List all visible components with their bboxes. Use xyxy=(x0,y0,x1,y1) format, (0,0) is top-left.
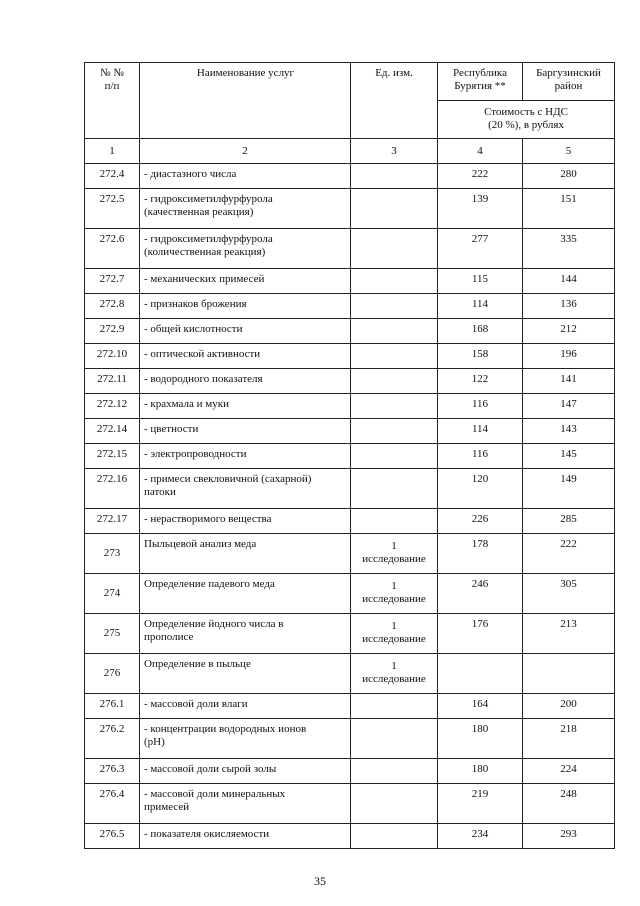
service-name xyxy=(140,319,351,344)
price-republic: 178 xyxy=(438,534,523,574)
service-name-line: - электропроводности xyxy=(144,448,247,460)
header-number xyxy=(85,63,140,139)
service-name xyxy=(140,394,351,419)
table-row xyxy=(85,229,615,269)
price-republic: 246 xyxy=(438,574,523,614)
service-name-line: Определение в пыльце xyxy=(144,658,251,670)
column-number: 5 xyxy=(523,139,615,164)
price-republic: 277 xyxy=(438,229,523,269)
unit-line: 1 xyxy=(391,580,397,592)
column-number: 4 xyxy=(438,139,523,164)
price-republic: 139 xyxy=(438,189,523,229)
header-district-line: Баргузинский xyxy=(536,67,601,79)
price-district: 151 xyxy=(523,189,615,229)
unit-line: исследование xyxy=(362,673,426,685)
price-republic: 114 xyxy=(438,294,523,319)
price-republic: 176 xyxy=(438,614,523,654)
price-district: 285 xyxy=(523,509,615,534)
table-header-row xyxy=(85,63,615,101)
service-name-line: патоки xyxy=(144,486,176,498)
service-name-line: Определение йодного числа в xyxy=(144,618,284,630)
price-district: 248 xyxy=(523,784,615,824)
unit-of-measure xyxy=(351,574,438,614)
price-district: 305 xyxy=(523,574,615,614)
service-name xyxy=(140,694,351,719)
header-service-name: Наименование услуг xyxy=(140,63,351,139)
unit-of-measure xyxy=(351,654,438,694)
row-number: 274 xyxy=(85,574,140,614)
table-row xyxy=(85,784,615,824)
service-name xyxy=(140,469,351,509)
service-name-line: Определение падевого меда xyxy=(144,578,275,590)
service-name-line: - водородного показателя xyxy=(144,373,263,385)
header-republic-line: Республика xyxy=(452,67,507,79)
unit-of-measure xyxy=(351,419,438,444)
row-number: 275 xyxy=(85,614,140,654)
row-number: 272.10 xyxy=(85,344,140,369)
table-row xyxy=(85,534,615,574)
service-name-line: - механических примесей xyxy=(144,273,265,285)
price-district: 212 xyxy=(523,319,615,344)
row-number: 272.16 xyxy=(85,469,140,509)
unit-of-measure xyxy=(351,294,438,319)
price-note-line: Стоимость с НДС xyxy=(484,106,568,118)
table-row xyxy=(85,654,615,694)
unit-of-measure xyxy=(351,719,438,759)
service-name xyxy=(140,164,351,189)
service-name xyxy=(140,614,351,654)
price-district: 143 xyxy=(523,419,615,444)
row-number: 272.4 xyxy=(85,164,140,189)
unit-of-measure xyxy=(351,784,438,824)
unit-line: 1 xyxy=(391,660,397,672)
price-republic: 122 xyxy=(438,369,523,394)
column-number: 1 xyxy=(85,139,140,164)
price-district: 196 xyxy=(523,344,615,369)
unit-of-measure xyxy=(351,229,438,269)
service-name-line: Пыльцевой анализ меда xyxy=(144,538,257,550)
service-name xyxy=(140,344,351,369)
header-republic xyxy=(438,63,523,101)
service-name-line: - признаков брожения xyxy=(144,298,247,310)
price-republic: 164 xyxy=(438,694,523,719)
service-name xyxy=(140,294,351,319)
price-republic: 180 xyxy=(438,759,523,784)
price-republic: 226 xyxy=(438,509,523,534)
row-number: 276.4 xyxy=(85,784,140,824)
row-number: 276 xyxy=(85,654,140,694)
unit-of-measure xyxy=(351,394,438,419)
row-number: 272.11 xyxy=(85,369,140,394)
service-name-line: - крахмала и муки xyxy=(144,398,229,410)
price-district: 149 xyxy=(523,469,615,509)
service-name xyxy=(140,444,351,469)
price-district: 144 xyxy=(523,269,615,294)
price-republic: 115 xyxy=(438,269,523,294)
unit-line: 1 xyxy=(391,620,397,632)
unit-of-measure xyxy=(351,369,438,394)
price-republic: 234 xyxy=(438,824,523,849)
row-number: 276.1 xyxy=(85,694,140,719)
price-district: 335 xyxy=(523,229,615,269)
unit-of-measure xyxy=(351,269,438,294)
table-row xyxy=(85,824,615,849)
price-district: 145 xyxy=(523,444,615,469)
unit-line: исследование xyxy=(362,593,426,605)
table-row xyxy=(85,444,615,469)
price-republic: 120 xyxy=(438,469,523,509)
service-name xyxy=(140,189,351,229)
table-row xyxy=(85,164,615,189)
unit-line: исследование xyxy=(362,553,426,565)
table-row xyxy=(85,319,615,344)
service-name xyxy=(140,509,351,534)
service-name xyxy=(140,419,351,444)
price-district: 200 xyxy=(523,694,615,719)
unit-line: 1 xyxy=(391,540,397,552)
table-row xyxy=(85,269,615,294)
row-number: 272.12 xyxy=(85,394,140,419)
service-name xyxy=(140,574,351,614)
header-number-line: п/п xyxy=(104,80,120,92)
table-row xyxy=(85,344,615,369)
service-name xyxy=(140,269,351,294)
row-number: 273 xyxy=(85,534,140,574)
price-table xyxy=(84,62,615,849)
table-row xyxy=(85,469,615,509)
row-number: 272.7 xyxy=(85,269,140,294)
unit-of-measure xyxy=(351,759,438,784)
price-district: 293 xyxy=(523,824,615,849)
service-name-line: - массовой доли влаги xyxy=(144,698,248,710)
service-name xyxy=(140,654,351,694)
unit-of-measure xyxy=(351,189,438,229)
header-republic-line: Бурятия ** xyxy=(454,80,506,92)
service-name-line: - массовой доли минеральных xyxy=(144,788,286,800)
price-republic: 222 xyxy=(438,164,523,189)
service-name-line: - цветности xyxy=(144,423,199,435)
price-republic: 116 xyxy=(438,444,523,469)
price-republic: 114 xyxy=(438,419,523,444)
price-district xyxy=(523,654,615,694)
service-name-line: - гидроксиметилфурфурола xyxy=(144,193,273,205)
header-district xyxy=(523,63,615,101)
price-republic: 219 xyxy=(438,784,523,824)
service-name-line: - массовой доли сырой золы xyxy=(144,763,277,775)
header-number-line: № № xyxy=(100,67,124,79)
service-name-line: - нерастворимого вещества xyxy=(144,513,272,525)
header-district-line: район xyxy=(554,80,583,92)
header-price-note xyxy=(438,101,615,139)
service-name-line: (качественная реакция) xyxy=(144,206,254,218)
service-name-line: прополисе xyxy=(144,631,194,643)
service-name-line: (количественная реакция) xyxy=(144,246,266,258)
price-district: 147 xyxy=(523,394,615,419)
column-number: 3 xyxy=(351,139,438,164)
price-district: 141 xyxy=(523,369,615,394)
price-republic xyxy=(438,654,523,694)
price-district: 218 xyxy=(523,719,615,759)
service-name-line: - оптической активности xyxy=(144,348,261,360)
unit-of-measure xyxy=(351,344,438,369)
service-name xyxy=(140,784,351,824)
row-number: 272.5 xyxy=(85,189,140,229)
row-number: 272.6 xyxy=(85,229,140,269)
table-row xyxy=(85,574,615,614)
page-number: 35 xyxy=(314,874,326,888)
service-name-line: - гидроксиметилфурфурола xyxy=(144,233,273,245)
row-number: 276.5 xyxy=(85,824,140,849)
unit-of-measure xyxy=(351,469,438,509)
column-number: 2 xyxy=(140,139,351,164)
service-name xyxy=(140,824,351,849)
table-row xyxy=(85,694,615,719)
price-district: 136 xyxy=(523,294,615,319)
row-number: 276.3 xyxy=(85,759,140,784)
service-name xyxy=(140,534,351,574)
service-name-line: примесей xyxy=(144,801,190,813)
column-number-row xyxy=(85,139,615,164)
service-name xyxy=(140,369,351,394)
header-unit: Ед. изм. xyxy=(351,63,438,139)
service-name-line: - общей кислотности xyxy=(144,323,243,335)
service-name-line: - диастазного числа xyxy=(144,168,237,180)
unit-of-measure xyxy=(351,444,438,469)
service-name-line: (pH) xyxy=(144,736,165,748)
service-name xyxy=(140,719,351,759)
table-row xyxy=(85,294,615,319)
row-number: 272.17 xyxy=(85,509,140,534)
price-republic: 158 xyxy=(438,344,523,369)
price-republic: 180 xyxy=(438,719,523,759)
price-district: 280 xyxy=(523,164,615,189)
price-note-line: (20 %), в рублях xyxy=(488,119,564,131)
unit-of-measure xyxy=(351,534,438,574)
unit-of-measure xyxy=(351,164,438,189)
table-row xyxy=(85,614,615,654)
table-row xyxy=(85,759,615,784)
service-name-line: - примеси свекловичной (сахарной) xyxy=(144,473,312,485)
service-name-line: - показателя окисляемости xyxy=(144,828,270,840)
service-name-line: - концентрации водородных ионов xyxy=(144,723,307,735)
price-district: 213 xyxy=(523,614,615,654)
table-row xyxy=(85,394,615,419)
unit-of-measure xyxy=(351,319,438,344)
price-district: 222 xyxy=(523,534,615,574)
service-name xyxy=(140,759,351,784)
price-republic: 168 xyxy=(438,319,523,344)
unit-of-measure xyxy=(351,824,438,849)
service-name xyxy=(140,229,351,269)
table-row xyxy=(85,419,615,444)
row-number: 272.14 xyxy=(85,419,140,444)
row-number: 276.2 xyxy=(85,719,140,759)
unit-of-measure xyxy=(351,614,438,654)
unit-of-measure xyxy=(351,694,438,719)
price-republic: 116 xyxy=(438,394,523,419)
row-number: 272.9 xyxy=(85,319,140,344)
unit-of-measure xyxy=(351,509,438,534)
table-row xyxy=(85,189,615,229)
unit-line: исследование xyxy=(362,633,426,645)
price-district: 224 xyxy=(523,759,615,784)
table-row xyxy=(85,509,615,534)
row-number: 272.8 xyxy=(85,294,140,319)
table-row xyxy=(85,719,615,759)
table-row xyxy=(85,369,615,394)
row-number: 272.15 xyxy=(85,444,140,469)
